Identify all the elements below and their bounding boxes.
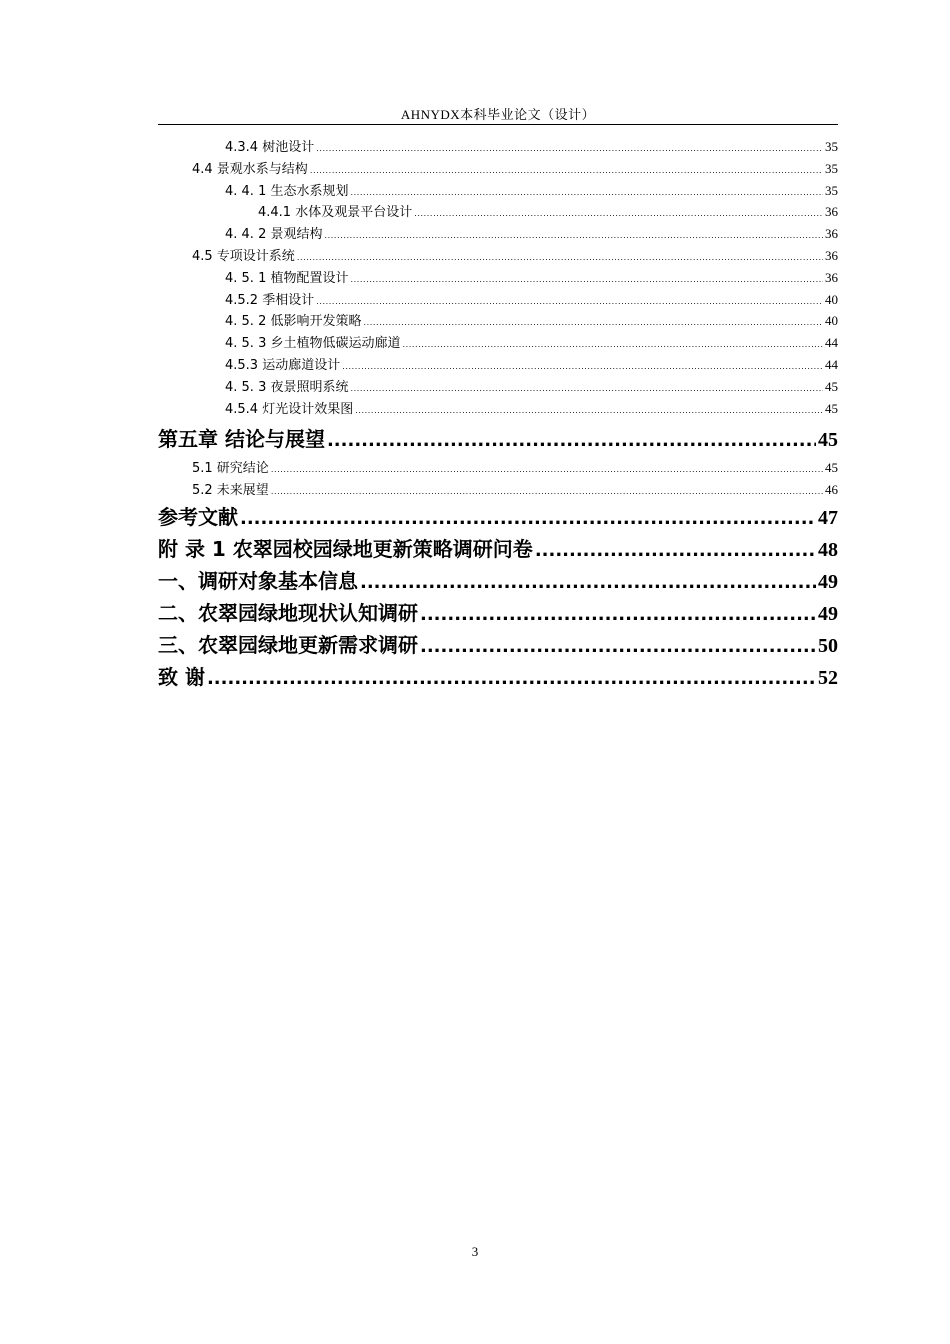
- toc-dot-leader: [310, 166, 823, 175]
- toc-chapter-entry[interactable]: [158, 629, 838, 661]
- toc-entry[interactable]: [158, 310, 838, 332]
- toc-page-number: 45: [818, 429, 838, 452]
- toc-dot-leader: [327, 430, 816, 451]
- toc-page-number: 45: [825, 400, 838, 416]
- toc-entry-label: 4.4 景观水系与结构: [192, 161, 308, 177]
- toc-dot-leader: [271, 465, 823, 474]
- toc-dot-leader: [297, 253, 823, 262]
- toc-entry-label: 4.5 专项设计系统: [192, 248, 295, 264]
- toc-dot-leader: [342, 362, 823, 371]
- toc-dot-leader: [420, 636, 816, 657]
- toc-entry[interactable]: [158, 457, 838, 479]
- toc-entry[interactable]: [158, 479, 838, 501]
- toc-dot-leader: [350, 188, 823, 197]
- toc-entry-label: 4. 5. 1 植物配置设计: [225, 270, 349, 286]
- toc-dot-leader: [420, 604, 816, 625]
- toc-entry[interactable]: [158, 136, 838, 158]
- toc-chapter-label: 第五章 结论与展望: [158, 427, 325, 452]
- toc-chapter-entry[interactable]: [158, 501, 838, 533]
- toc-page-number: 44: [825, 356, 838, 372]
- toc-dot-leader: [350, 275, 823, 284]
- toc-chapter-entry[interactable]: [158, 597, 838, 629]
- toc-entry[interactable]: [158, 398, 838, 420]
- toc-entry-label: 5.2 未来展望: [192, 483, 269, 499]
- toc-page-number: 45: [825, 378, 838, 394]
- running-header: AHNYDX本科毕业论文（设计）: [400, 107, 596, 122]
- toc-entry-label: 4. 5. 3 夜景照明系统: [225, 379, 349, 395]
- toc-entry[interactable]: [158, 245, 838, 267]
- toc-dot-leader: [402, 340, 823, 349]
- toc-page-number: 46: [825, 482, 838, 498]
- toc-dot-leader: [240, 508, 816, 529]
- toc-chapter-label: 一、调研对象基本信息: [158, 568, 358, 593]
- toc-page-number: 35: [825, 139, 838, 154]
- toc-dot-leader: [316, 297, 823, 306]
- toc-page-number: 36: [825, 204, 838, 220]
- toc-entry[interactable]: [158, 158, 838, 180]
- toc-page-number: 35: [825, 182, 838, 198]
- toc-dot-leader: [271, 487, 823, 496]
- toc-page-number: 47: [818, 506, 838, 529]
- toc-page-number: 52: [818, 666, 838, 689]
- toc-entry[interactable]: [158, 201, 838, 223]
- table-of-contents: [158, 136, 838, 693]
- toc-entry-label: 4.5.3 运动廊道设计: [225, 357, 341, 373]
- toc-dot-leader: [316, 144, 823, 153]
- toc-page-number: 36: [825, 269, 838, 285]
- toc-entry[interactable]: [158, 180, 838, 202]
- toc-page-number: 45: [825, 460, 838, 476]
- toc-dot-leader: [535, 540, 816, 561]
- toc-dot-leader: [363, 318, 823, 327]
- toc-entry[interactable]: [158, 267, 838, 289]
- toc-dot-leader: [324, 231, 823, 240]
- toc-chapter-label: 二、农翠园绿地现状认知调研: [158, 600, 418, 625]
- toc-page-number: 48: [818, 538, 838, 561]
- toc-chapter-entry[interactable]: [158, 661, 838, 693]
- toc-entry-label: 4.5.4 灯光设计效果图: [225, 401, 354, 417]
- toc-page-number: 50: [818, 634, 838, 657]
- toc-entry[interactable]: [158, 223, 838, 245]
- header-rule: [158, 124, 838, 125]
- toc-entry-label: 4. 4. 2 景观结构: [225, 227, 323, 243]
- toc-dot-leader: [360, 572, 816, 593]
- toc-dot-leader: [355, 406, 823, 415]
- toc-page-number: 49: [818, 570, 838, 593]
- toc-entry-label: 4.5.2 季相设计: [225, 292, 315, 308]
- page-number: 3: [471, 1244, 479, 1259]
- toc-page-number: 40: [825, 291, 838, 307]
- toc-entry-label: 5.1 研究结论: [192, 461, 269, 477]
- toc-entry-label: 4. 4. 1 生态水系规划: [225, 183, 349, 199]
- toc-page-number: 35: [825, 160, 838, 176]
- toc-entry[interactable]: [158, 289, 838, 311]
- toc-chapter-label: 致 谢: [158, 664, 205, 689]
- toc-dot-leader: [207, 668, 816, 689]
- toc-chapter-entry[interactable]: [158, 423, 838, 455]
- toc-entry[interactable]: [158, 376, 838, 398]
- toc-entry-label: 4.4.1 水体及观景平台设计: [258, 205, 413, 221]
- toc-dot-leader: [414, 209, 823, 218]
- toc-chapter-label: 附 录 1 农翠园校园绿地更新策略调研问卷: [158, 536, 533, 561]
- toc-page-number: 49: [818, 602, 838, 625]
- toc-entry-label: 4. 5. 2 低影响开发策略: [225, 314, 362, 330]
- toc-page-number: 40: [825, 313, 838, 329]
- toc-chapter-entry[interactable]: [158, 565, 838, 597]
- toc-page-number: 44: [825, 335, 838, 351]
- toc-entry[interactable]: [158, 332, 838, 354]
- toc-chapter-label: 三、农翠园绿地更新需求调研: [158, 632, 418, 657]
- toc-chapter-entry[interactable]: [158, 533, 838, 565]
- toc-entry-label: 4.3.4 树池设计: [225, 140, 315, 155]
- toc-page-number: 36: [825, 247, 838, 263]
- toc-dot-leader: [350, 384, 823, 393]
- toc-entry-label: 4. 5. 3 乡土植物低碳运动廊道: [225, 336, 401, 352]
- toc-chapter-label: 参考文献: [158, 504, 238, 529]
- toc-entry[interactable]: [158, 354, 838, 376]
- toc-page-number: 36: [825, 226, 838, 242]
